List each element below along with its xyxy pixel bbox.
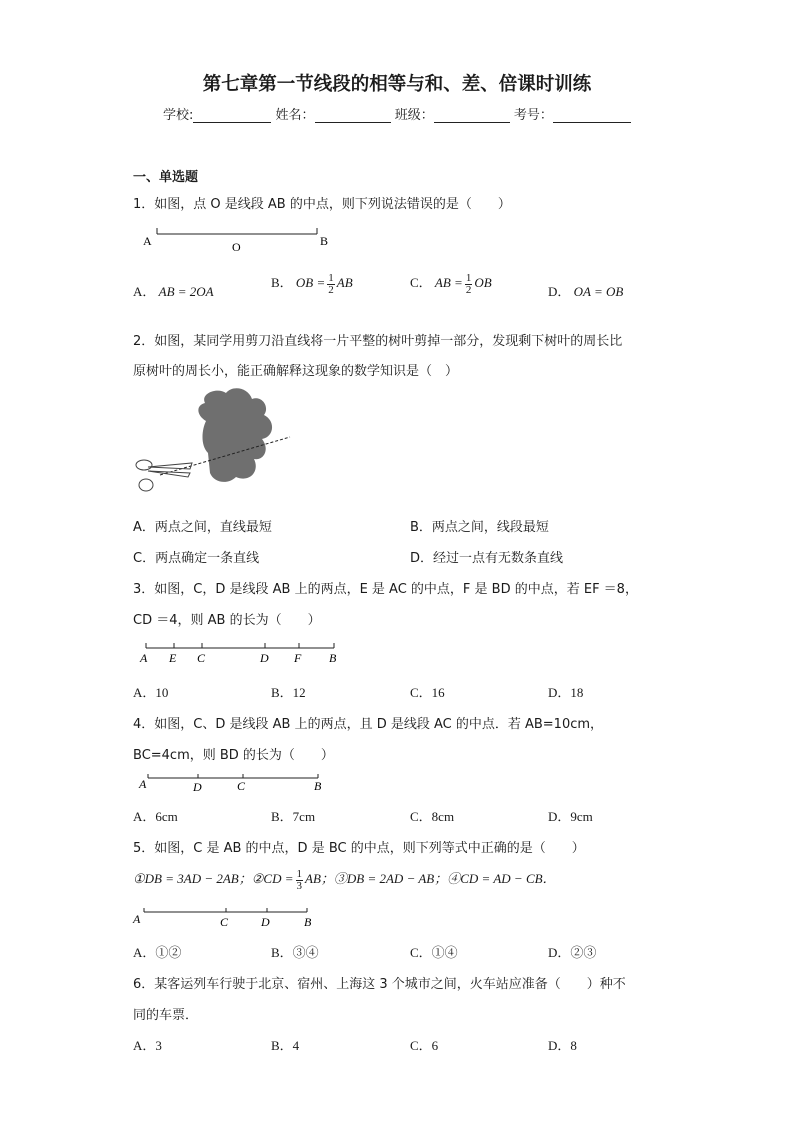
q3-stem-line2: CD ＝4，则 AB 的长为（ ） [133, 613, 321, 628]
q2-option-a[interactable]: A．两点之间，直线最短 [133, 520, 272, 535]
q3-figure [136, 638, 346, 668]
q1-stem: 1．如图，点 O 是线段 AB 的中点，则下列说法错误的是（ ） [133, 197, 511, 212]
class-blank [434, 108, 510, 123]
q5-eq2-right: AB； [305, 871, 334, 886]
leaf-shape [198, 388, 272, 482]
q1-option-d[interactable]: D． OA = OB [548, 284, 624, 299]
fraction: $\frac{1}{2}$ [328, 271, 334, 296]
q5-equations [133, 868, 556, 892]
q3-label-a: A [140, 651, 148, 665]
fraction: $\frac{1}{2}$ [465, 271, 472, 296]
class-label: 班级： [394, 108, 434, 123]
q6-stem-line2: 同的车票． [133, 1008, 199, 1023]
q5-option-a[interactable]: A．①② [133, 945, 182, 960]
section-heading: 一、单选题 [133, 170, 199, 185]
q5-stem: 5．如图，C 是 AB 的中点，D 是 BC 的中点，则下列等式中正确的是（ ） [133, 841, 585, 856]
student-info-line [163, 104, 631, 123]
q4-label-c: C [237, 779, 246, 793]
q6-stem-line1: 6．某客运列车行驶于北京、宿州、上海这 3 个城市之间，火车站应准备（ ）种不 [133, 977, 626, 992]
leaf-scissors-figure [130, 385, 295, 505]
q3-label-d: D [260, 651, 269, 665]
q3-option-d[interactable]: D．18 [548, 685, 584, 700]
q3-label-b: B [329, 651, 337, 665]
q4-label-d: D [193, 780, 202, 794]
q3-option-b[interactable]: B．12 [271, 685, 306, 700]
school-label: 学校: [163, 108, 194, 123]
q2-option-c[interactable]: C．两点确定一条直线 [133, 551, 260, 566]
q5-option-b[interactable]: B．③④ [271, 945, 319, 960]
q5-option-c[interactable]: C．①④ [410, 945, 458, 960]
q6-option-a[interactable]: A．3 [133, 1038, 162, 1053]
q6-option-b[interactable]: B．4 [271, 1038, 300, 1053]
q1-option-a[interactable]: A． AB = 2OA [133, 284, 214, 299]
name-label: 姓名： [275, 108, 315, 123]
q1-label-a: A [143, 234, 152, 248]
scissors-blade-icon [148, 471, 190, 477]
q2-stem-line1: 2．如图，某同学用剪刀沿直线将一片平整的树叶剪掉一部分，发现剩下树叶的周长比 [133, 334, 623, 349]
q2-option-d[interactable]: D．经过一点有无数条直线 [410, 551, 564, 566]
q1-figure [140, 222, 340, 254]
q1-option-b[interactable]: B． OB = $\frac{1}{2}$ AB [271, 271, 353, 296]
q3-label-c: C [197, 651, 206, 665]
q5-eq4: ④CD = AD − CB． [447, 871, 556, 886]
q5-label-d: D [261, 915, 270, 929]
number-label: 考号： [513, 108, 553, 123]
q5-eq1: ①DB = 3AD − 2AB； [133, 871, 252, 886]
page-title: 第七章第一节线段的相等与和、差、倍课时训练 [202, 74, 592, 95]
q3-option-c[interactable]: C．16 [410, 685, 445, 700]
q3-option-a[interactable]: A．10 [133, 685, 169, 700]
q3-stem-line1: 3．如图，C，D 是线段 AB 上的两点，E 是 AC 的中点，F 是 BD 的中点，若 EF ＝8， [133, 582, 638, 597]
q6-option-c[interactable]: C．6 [410, 1038, 439, 1053]
q4-figure [136, 770, 336, 798]
q4-stem-line2: BC=4cm，则 BD 的长为（ ） [133, 748, 334, 763]
q1-label-b: B [320, 234, 329, 248]
q1-label-o: O [232, 240, 241, 254]
scissors-handle-icon [136, 460, 152, 470]
number-blank [553, 108, 631, 123]
q4-option-c[interactable]: C．8cm [410, 809, 455, 824]
q5-eq3: ③DB = 2AD − AB； [333, 871, 448, 886]
q5-option-d[interactable]: D．②③ [548, 945, 597, 960]
q6-option-d[interactable]: D．8 [548, 1038, 577, 1053]
q5-label-a: A [133, 912, 141, 926]
q4-option-b[interactable]: B．7cm [271, 809, 316, 824]
q4-option-d[interactable]: D．9cm [548, 809, 593, 824]
q4-label-a: A [139, 777, 147, 791]
q3-label-f: F [294, 651, 302, 665]
scissors-blade-icon [148, 463, 192, 469]
school-blank [193, 108, 271, 123]
q5-figure [130, 905, 330, 933]
q5-eq2-left: ②CD = [251, 871, 294, 886]
q1-option-c[interactable]: C． AB = $\frac{1}{2}$ OB [410, 271, 492, 296]
q3-label-e: E [169, 651, 177, 665]
fraction: $\frac{1}{3}$ [296, 867, 302, 892]
q4-label-b: B [314, 779, 322, 793]
q5-label-b: B [304, 915, 312, 929]
q5-label-c: C [220, 915, 229, 929]
q2-stem-line2: 原树叶的周长小，能正确解释这现象的数学知识是（ ） [133, 364, 459, 379]
scissors-handle-icon [139, 479, 153, 491]
q2-option-b[interactable]: B．两点之间，线段最短 [410, 520, 549, 535]
q4-option-a[interactable]: A．6cm [133, 809, 178, 824]
q4-stem-line1: 4．如图，C、D 是线段 AB 上的两点，且 D 是线段 AC 的中点．若 AB=10cm， [133, 717, 604, 732]
name-blank [315, 108, 391, 123]
